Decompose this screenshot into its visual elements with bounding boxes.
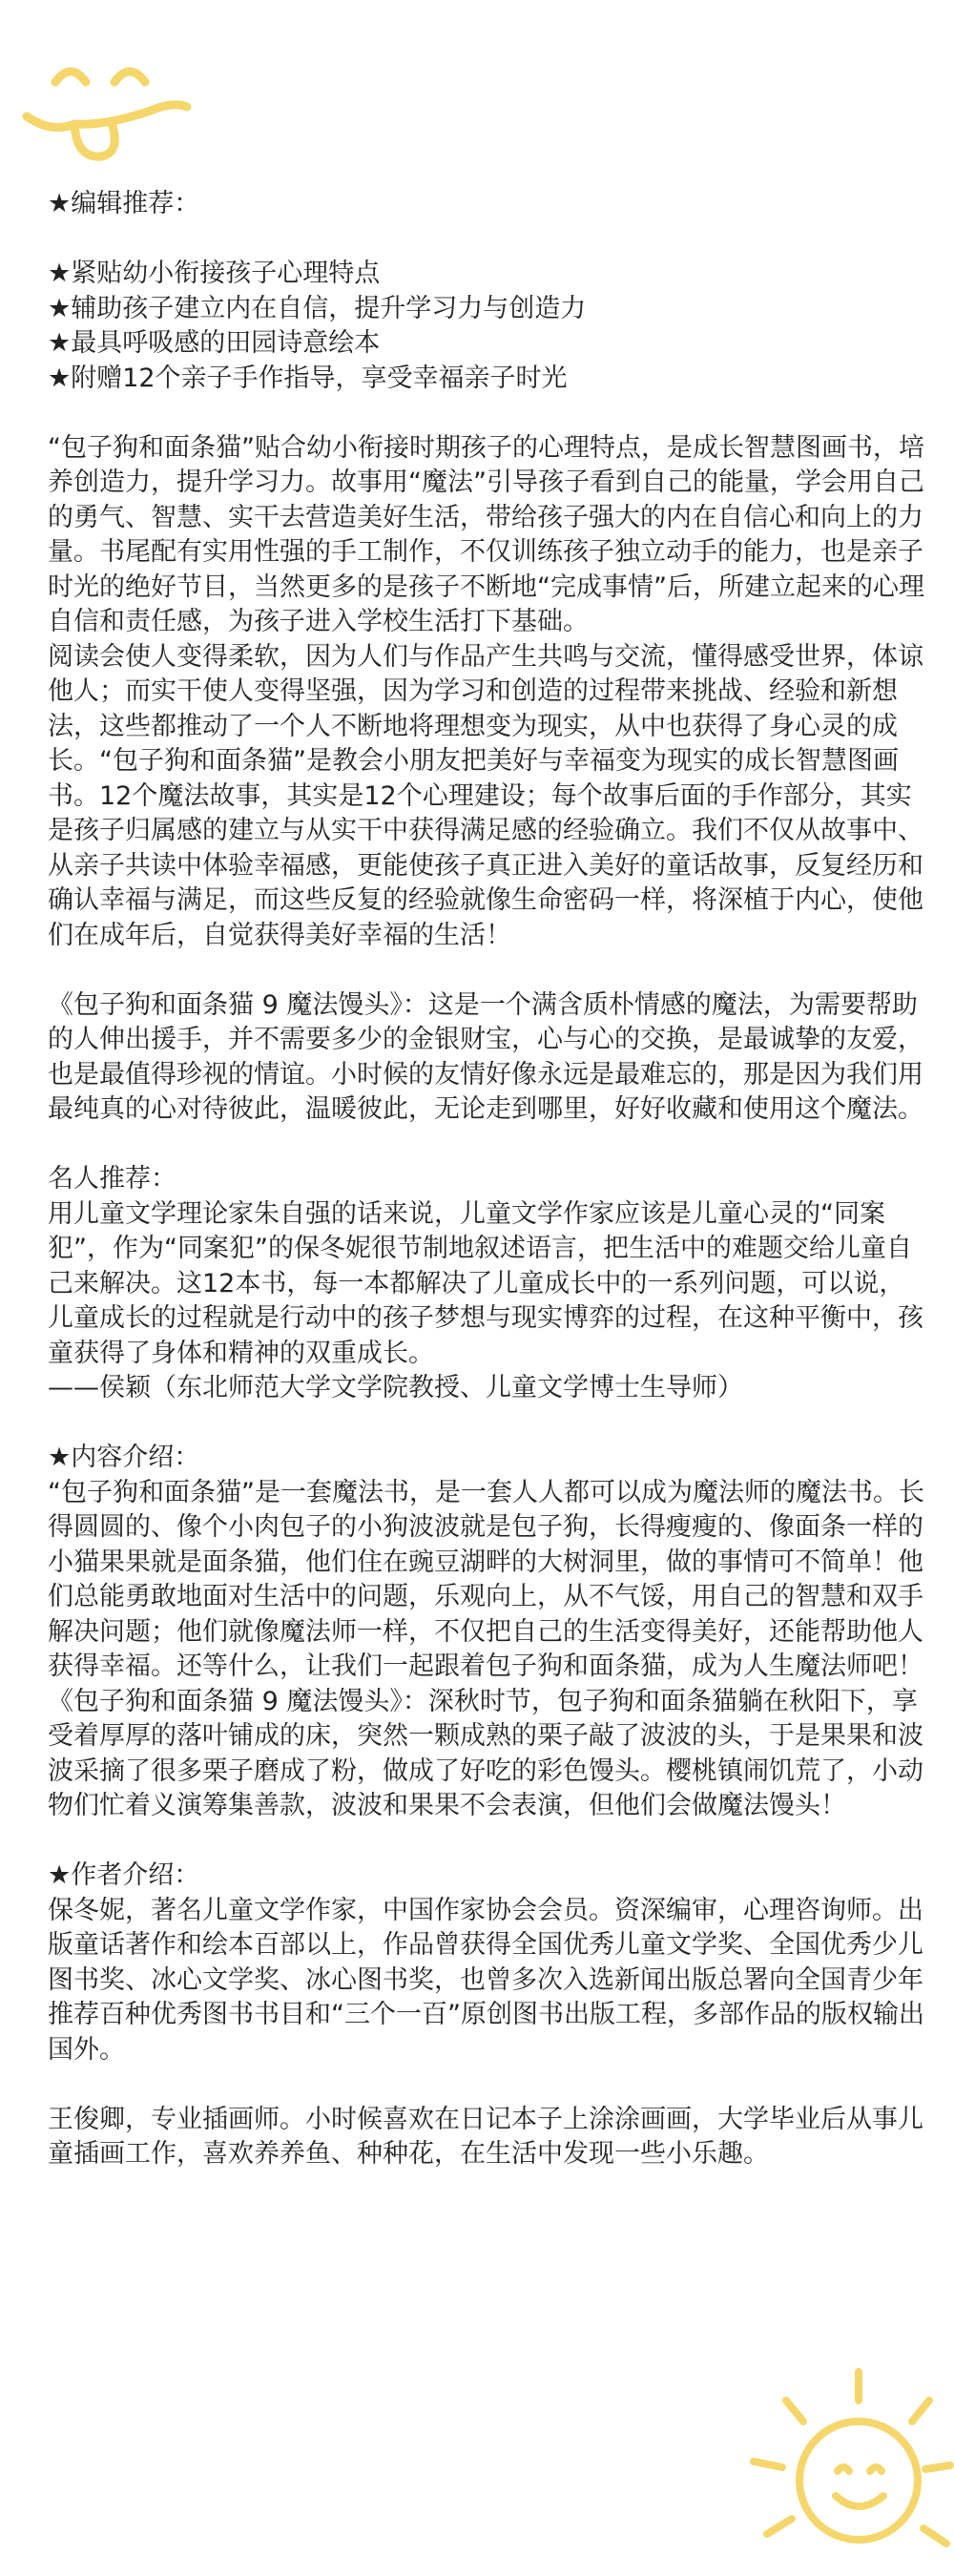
intro-paragraph: “包子狗和面条猫”贴合幼小衔接时期孩子的心理特点，是成长智慧图画书，培养创造力，提升学习力。故事用“魔法”引导孩子看到自己的能量，学会用自己的勇气、智慧、实干去营造美好生活，带给孩子强大的内在自信心和向上的力量。书尾配有实用性强的手工制作，不仅训练孩子独立动手的能力，也是亲子时光的绝好节目，当然更多的是孩子不断地“完成事情”后，所建立起来的心理自信和责任感，为孩子进入学校生活打下基础。 bbox=[48, 432, 924, 636]
book-summary-paragraph: 《包子狗和面条猫 9 魔法馒头》：这是一个满含质朴情感的魔法，为需要帮助的人伸出援手，并不需要多少的金银财宝，心与心的交换，是最诚挚的友爱，也是最值得珍视的情谊。小时候的友情好像永远是最难忘的，那是因为我们用最纯真的心对待彼此，温暖彼此，无论走到哪里，好好收藏和使用这个魔法。 bbox=[48, 989, 923, 1124]
content-intro-heading: ★内容介绍： bbox=[48, 1443, 200, 1472]
article-body bbox=[48, 187, 925, 2172]
content-intro-paragraph: 《包子狗和面条猫 9 魔法馒头》：深秋时节，包子狗和面条猫躺在秋阳下，享受着厚厚的落叶铺成的床，突然一颗成熟的栗子敲了波波的头，于是果果和波波采摘了很多栗子磨成了粉，做成了好吃的彩色馒头。樱桃镇闹饥荒了，小动物们忙着义演筹集善款，波波和果果不会表演，但他们会做魔法馒头！ bbox=[48, 1686, 923, 1820]
illustrator-paragraph: 王俊卿，专业插画师。小时候喜欢在日记本子上涂涂画画，大学毕业后从事儿童插画工作，喜欢养养鱼、种种花，在生活中发现一些小乐趣。 bbox=[48, 2104, 923, 2169]
intro-paragraph: 阅读会使人变得柔软，因为人们与作品产生共鸣与交流，懂得感受世界，体谅他人；而实干使人变得坚强，因为学习和创造的过程带来挑战、经验和新想法，这些都推动了一个人不断地将理想变为现实，从中也获得了身心灵的成长。“包子狗和面条猫”是教会小朋友把美好与幸福变为现实的成长智慧图画书。12个魔法故事，其实是12个心理建设；每个故事后面的手作部分，其实是孩子归属感的建立与从实干中获得满足感的经验确立。我们不仅从故事中、从亲子共读中体验幸福感，更能使孩子真正进入美好的童话故事，反复经历和确认幸福与满足，而这些反复的经验就像生命密码一样，将深植于内心，使他们在成年后，自觉获得美好幸福的生活！ bbox=[48, 641, 923, 950]
smiley-face-icon bbox=[6, 27, 197, 179]
editor-point: ★辅助孩子建立内在自信，提升学习力与创造力 bbox=[48, 293, 587, 323]
author-intro-heading: ★作者介绍： bbox=[48, 1860, 200, 1890]
celebrity-quote-paragraph: 用儿童文学理论家朱自强的话来说，儿童文学作家应该是儿童心灵的“同案犯”，作为“同案犯”的保冬妮很节制地叙述语言，把生活中的难题交给儿童自己来解决。这12本书，每一本都解决了儿童成长中的一系列问题，可以说，儿童成长的过程就是行动中的孩子梦想与现实博弈的过程，在这种平衡中，孩童获得了身体和精神的双重成长。 bbox=[48, 1198, 923, 1368]
editor-point: ★附赠12个亲子手作指导，享受幸福亲子时光 bbox=[48, 363, 568, 393]
editor-point: ★最具呼吸感的田园诗意绘本 bbox=[48, 328, 381, 358]
editor-point: ★紧贴幼小衔接孩子心理特点 bbox=[48, 259, 381, 288]
celebrity-recommendation-heading: 名人推荐： bbox=[48, 1164, 176, 1194]
quote-signature: ——侯颖（东北师范大学文学院教授、儿童文学博士生导师） bbox=[48, 1373, 743, 1402]
sun-icon bbox=[725, 2309, 954, 2576]
content-intro-paragraph: “包子狗和面条猫”是一套魔法书，是一套人人都可以成为魔法师的魔法书。长得圆圆的、像个小肉包子的小狗波波就是包子狗，长得瘦瘦的、像面条一样的小猫果果就是面条猫，他们住在豌豆湖畔的大树洞里，做的事情可不简单！他们总能勇敢地面对生活中的问题，乐观向上，从不气馁，用自己的智慧和双手解决问题；他们就像魔法师一样，不仅把自己的生活变得美好，还能帮助他人获得幸福。还等什么，让我们一起跟着包子狗和面条猫，成为人生魔法师吧！ bbox=[48, 1477, 924, 1681]
author-paragraph: 保冬妮，著名儿童文学作家，中国作家协会会员。资深编审，心理咨询师。出版童话著作和绘本百部以上，作品曾获得全国优秀儿童文学奖、全国优秀少儿图书奖、冰心文学奖、冰心图书奖，也曾多次入选新闻出版总署向全国青少年推荐百种优秀图书书目和“三个一百”原创图书出版工程，多部作品的版权输出国外。 bbox=[48, 1895, 924, 2065]
editor-recommendation-heading: ★编辑推荐： bbox=[48, 189, 200, 218]
